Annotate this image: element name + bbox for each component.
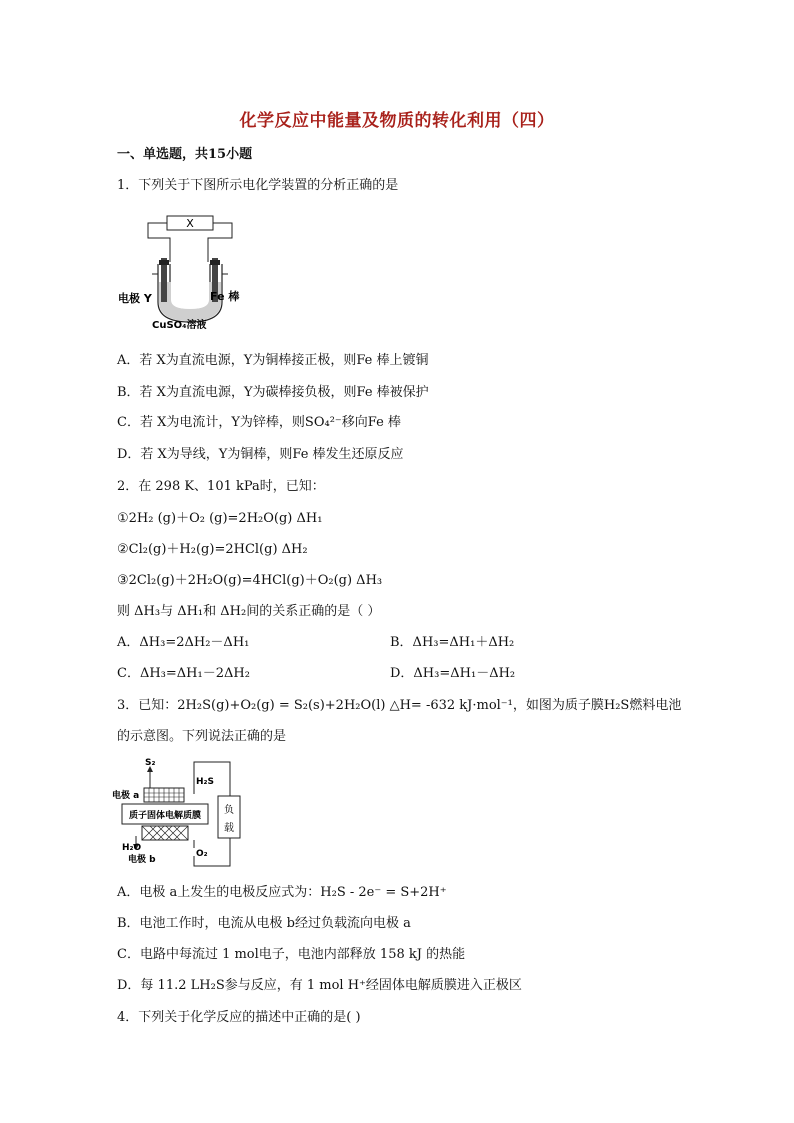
q2-option-a: A．ΔH₃=2ΔH₂－ΔH₁ [117, 635, 250, 650]
q3-fig-load-1: 负 [224, 805, 234, 816]
q3-option-c: C．电路中每流过 1 mol电子，电池内部释放 158 kJ 的热能 [117, 947, 466, 962]
q3-fig-s2: S₂ [145, 758, 156, 768]
page-title: 化学反应中能量及物质的转化利用（四） [239, 111, 555, 131]
q1-figure-u-tube [112, 210, 252, 334]
q1-fig-label-right: Fe 棒 [210, 290, 240, 303]
q3-option-a: A．电极 a上发生的电极反应式为：H₂S - 2e⁻ = S+2H⁺ [117, 885, 447, 900]
q3-fig-load-2: 载 [224, 823, 234, 834]
q2-equation-1: ①2H₂ (g)＋O₂ (g)=2H₂O(g) ΔH₁ [117, 511, 323, 526]
q3-fig-h2s: H₂S [196, 777, 214, 787]
q3-fig-electrode-a: 电极 a [112, 791, 140, 801]
q1-fig-solution: CuSO₄溶液 [152, 320, 207, 331]
q1-option-a: A．若 X为直流电源，Y为铜棒接正极，则Fe 棒上镀铜 [117, 353, 429, 368]
q3-stem-line2: 的示意图。下列说法正确的是 [117, 729, 287, 744]
q3-fig-electrode-b: 电极 b [128, 855, 156, 865]
q3-fig-membrane: 质子固体电解质膜 [128, 811, 202, 821]
q1-stem: 1．下列关于下图所示电化学装置的分析正确的是 [117, 178, 399, 193]
q1-fig-x: X [186, 217, 194, 230]
q1-option-b: B．若 X为直流电源，Y为碳棒接负极，则Fe 棒被保护 [117, 385, 429, 400]
q3-fig-h2o: H₂O [122, 843, 142, 853]
q2-equation-2: ②Cl₂(g)＋H₂(g)=2HCl(g) ΔH₂ [117, 542, 308, 557]
q1-option-d: D．若 X为导线，Y为铜棒，则Fe 棒发生还原反应 [117, 447, 404, 462]
q2-option-c: C．ΔH₃=ΔH₁－2ΔH₂ [117, 666, 250, 681]
q3-option-b: B．电池工作时，电流从电极 b经过负载流向电极 a [117, 916, 411, 931]
q4-stem: 4．下列关于化学反应的描述中正确的是( ) [117, 1010, 361, 1025]
q2-option-b: B．ΔH₃=ΔH₁＋ΔH₂ [390, 635, 515, 650]
section-heading: 一、单选题，共15小题 [117, 147, 253, 162]
q2-option-d: D．ΔH₃=ΔH₁－ΔH₂ [390, 666, 516, 681]
q2-stem: 2．在 298 K、101 kPa时，已知： [117, 479, 325, 494]
q3-figure-fuel-cell [112, 756, 252, 868]
q3-fig-o2: O₂ [196, 849, 208, 859]
q3-option-d: D．每 11.2 LH₂S参与反应，有 1 mol H⁺经固体电解质膜进入正极区 [117, 978, 522, 993]
q2-equation-3: ③2Cl₂(g)＋2H₂O(g)=4HCl(g)＋O₂(g) ΔH₃ [117, 573, 383, 588]
q3-stem-line1: 3．已知：2H₂S(g)+O₂(g) = S₂(s)+2H₂O(l) △H= -632 kJ·mol⁻¹，如图为质子膜H₂S燃料电池 [117, 698, 682, 713]
q1-option-c: C．若 X为电流计，Y为锌棒，则SO₄²⁻移向Fe 棒 [117, 415, 401, 430]
q1-fig-label-left: 电极 Y [118, 292, 152, 305]
q2-question: 则 ΔH₃与 ΔH₁和 ΔH₂间的关系正确的是（ ） [117, 604, 381, 619]
